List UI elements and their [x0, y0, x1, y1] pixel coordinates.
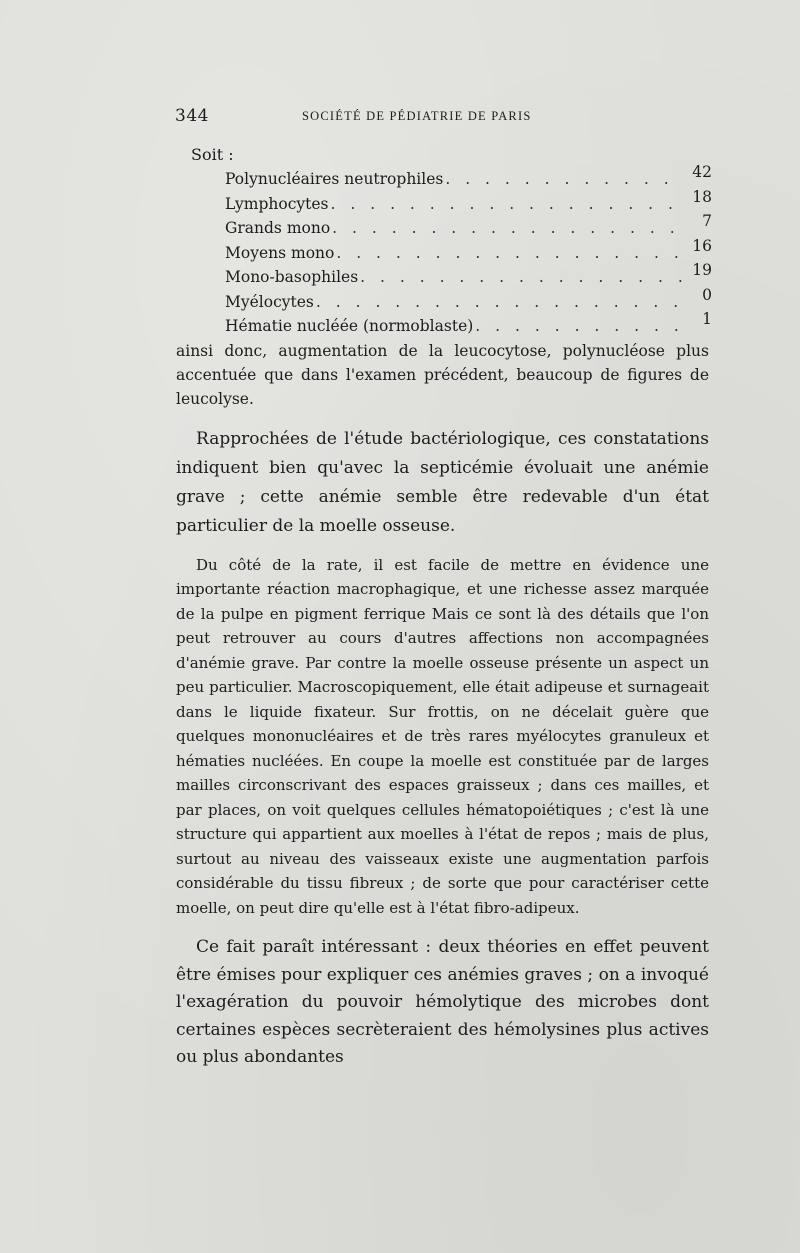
formula-label: Polynucléaires neutrophiles	[225, 170, 444, 188]
formula-row	[225, 261, 712, 290]
dot-leader	[332, 216, 684, 241]
running-head: SOCIÉTÉ DE PÉDIATRIE DE PARIS	[302, 109, 532, 123]
body-text	[176, 142, 712, 1072]
formula-row	[225, 163, 712, 192]
formula-label: Grands mono	[225, 219, 331, 237]
formula-row	[225, 187, 712, 217]
page-number: 344	[175, 106, 209, 126]
dot-leader	[331, 192, 684, 217]
dot-leader	[316, 290, 684, 315]
paragraph-rapprochees: Rapprochées de l'étude bactériologique, ces constatations indiquent bien qu'avec la septicémie évoluait une anémie grave ; cette anémie semble être redevable d'un état particulier de la moelle osseuse.	[176, 428, 709, 536]
paragraph-rate: Du côté de la rate, il est facile de mettre en évidence une importante réaction macrophagique, et une richesse assez marquée de la pulpe en pigment ferrique Mais ce sont là des détails que l'on peut retrouver au cours d'autres affections non accompagnées d'anémie grave. Par contre la moelle osseuse présente un aspect un peu particulier. Macroscopiquement, elle était adipeuse et surnageait dans le liquide fixateur. Sur frottis, on ne décelait guère que quelques mononucléaires et de très rares myélocytes granuleux et hématies nucléées. En coupe la moelle est constituée par de larges mailles circonscrivant des espaces graisseux ; dans ces mailles, et par places, on voit quelques cellules hématopoiétiques ; c'est là une structure qui appartient aux moelles à l'état de repos ; mais de plus, surtout au niveau des vaisseaux existe une augmentation parfois considérable du tissu fibreux ; de sorte que pour caractériser cette moelle, on peut dire qu'elle est à l'état fibro-adipeux.	[176, 555, 709, 917]
formula-label: Lymphocytes	[225, 194, 329, 213]
formula-row	[225, 285, 712, 315]
formula-label: Hématie nucléée (normoblaste)	[225, 317, 474, 335]
formula-value: 42	[692, 163, 712, 181]
dot-leader	[360, 265, 684, 290]
formula-label: Myélocytes	[225, 292, 314, 311]
formula-value: 18	[692, 187, 712, 206]
formula-row	[225, 212, 712, 241]
formula-value: 16	[692, 236, 712, 255]
dot-leader	[336, 241, 684, 266]
dot-leader	[445, 167, 684, 192]
paragraph-leucolyse: ainsi donc, augmentation de la leucocytose, polynucléose plus accentuée que dans l'examen précédent, beaucoup de figures de leucolyse.	[176, 341, 709, 408]
page-header	[175, 106, 710, 130]
dot-leader	[475, 314, 684, 339]
formula-row	[225, 310, 712, 339]
formula-value: 0	[702, 285, 712, 304]
formula-label: Mono-basophiles	[225, 268, 359, 286]
paragraph-fait: Ce fait paraît intéressant : deux théories en effet peuvent être émises pour expliquer ces anémies graves ; on a invoqué l'exagération du pouvoir hémolytique des microbes dont certaines espèces secrèteraient des hémolysines plus actives ou plus abondantes	[176, 937, 709, 1067]
formula-intro: Soit :	[191, 145, 234, 164]
leucocyte-formula	[225, 163, 712, 339]
formula-value: 19	[692, 261, 712, 279]
formula-label: Moyens mono	[225, 243, 335, 262]
formula-row	[225, 236, 712, 266]
formula-value: 7	[702, 212, 712, 230]
formula-value: 1	[702, 310, 712, 328]
